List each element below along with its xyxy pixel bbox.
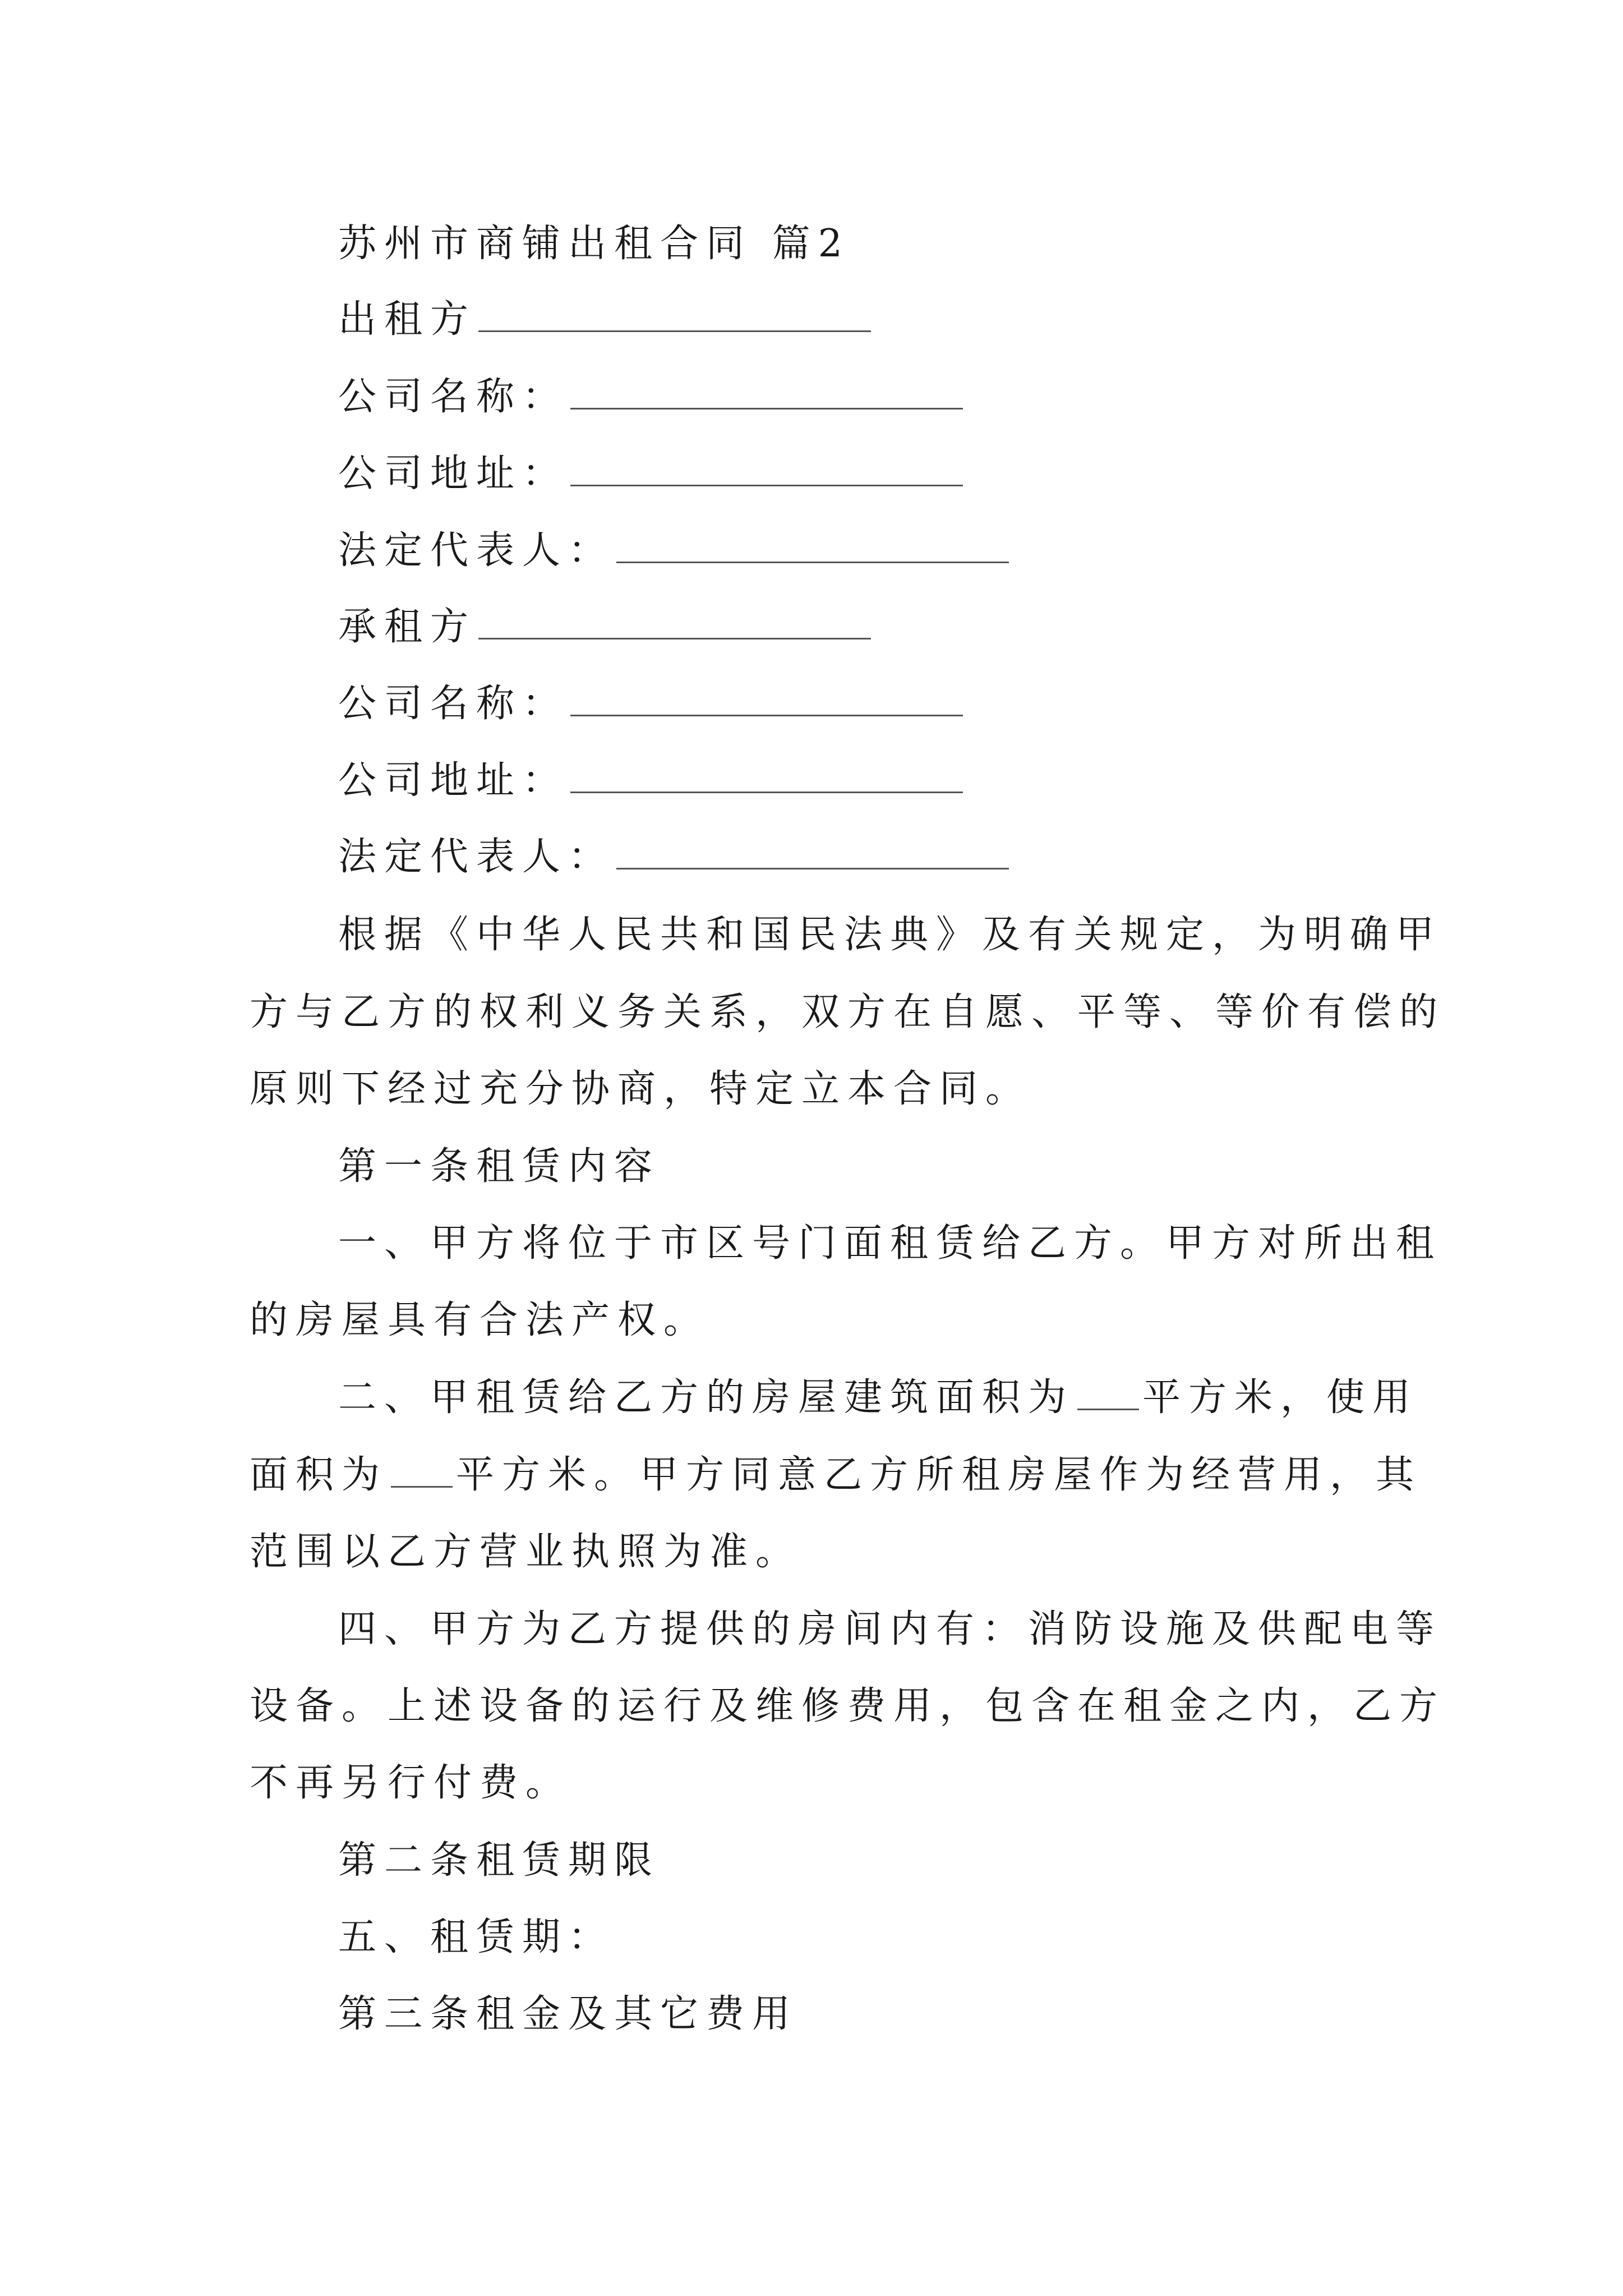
- lessee-company-address-field: [338, 758, 1471, 803]
- preamble-line: 方与乙方的权利义务关系，双方在自愿、平等、等价有偿的: [250, 990, 1446, 1034]
- article1-item1-line: 的房屋具有合法产权。: [250, 1298, 710, 1342]
- lessee-label: 承租方: [338, 605, 477, 649]
- lessor-company-name-blank: [570, 406, 963, 409]
- item2-text: 面积为: [250, 1453, 388, 1497]
- lessee-company-address-blank: [570, 789, 963, 793]
- lessor-blank: [478, 328, 871, 332]
- lessor-legal-rep-blank: [616, 559, 1009, 563]
- lessee-blank: [478, 636, 871, 639]
- article1-item4-line: 设备。上述设备的运行及维修费用，包含在租金之内，乙方: [250, 1684, 1446, 1728]
- lessee-legal-rep-field: [338, 835, 1471, 880]
- lessor-company-address-label: 公司地址：: [338, 452, 569, 496]
- lessor-field: [338, 297, 1471, 342]
- article1-heading: 第一条租赁内容: [338, 1144, 661, 1189]
- article1-item2-line: [250, 1453, 1422, 1498]
- usable-area-blank: [391, 1484, 453, 1488]
- lessor-company-address-blank: [570, 482, 963, 486]
- article2-heading: 第二条租赁期限: [338, 1838, 661, 1883]
- article1-item1-line: 一、甲方将位于市区号门面租赁给乙方。甲方对所出租: [338, 1221, 1442, 1266]
- lessor-company-name-field: [338, 375, 1471, 420]
- lessor-company-name-label: 公司名称：: [338, 375, 569, 419]
- article1-item4-line: 四、甲方为乙方提供的房间内有：消防设施及供配电等: [338, 1607, 1442, 1651]
- lessee-company-address-label: 公司地址：: [338, 758, 569, 803]
- lessee-company-name-field: [338, 682, 1471, 726]
- lessee-legal-rep-label: 法定代表人：: [338, 835, 615, 879]
- article1-item2-line: [338, 1375, 1471, 1420]
- item2-text: 二、甲租赁给乙方的房屋建筑面积为: [338, 1375, 1075, 1420]
- article1-item4-line: 不再另行付费。: [250, 1761, 572, 1805]
- lessee-company-name-label: 公司名称：: [338, 682, 569, 726]
- article2-item5: 五、租赁期：: [338, 1915, 615, 1959]
- article3-heading: 第三条租金及其它费用: [338, 1992, 799, 2036]
- article1-item2-line: 范围以乙方营业执照为准。: [250, 1530, 802, 1574]
- lessee-legal-rep-blank: [616, 866, 1009, 869]
- lessee-company-name-blank: [570, 712, 963, 716]
- item2-text: 平方米，使用: [1142, 1375, 1419, 1420]
- item2-text: 平方米。甲方同意乙方所租房屋作为经营用，其: [456, 1453, 1422, 1497]
- lessor-legal-rep-label: 法定代表人：: [338, 528, 615, 573]
- lessee-field: [338, 605, 1471, 650]
- lessor-label: 出租方: [338, 297, 477, 342]
- preamble-line: 根据《中华人民共和国民法典》及有关规定，为明确甲: [338, 913, 1442, 957]
- document-title: 苏州市商铺出租合同 篇2: [338, 222, 850, 266]
- building-area-blank: [1077, 1406, 1139, 1410]
- preamble-line: 原则下经过充分协商，特定立本合同。: [250, 1067, 1032, 1111]
- lessor-legal-rep-field: [338, 528, 1471, 573]
- lessor-company-address-field: [338, 452, 1471, 496]
